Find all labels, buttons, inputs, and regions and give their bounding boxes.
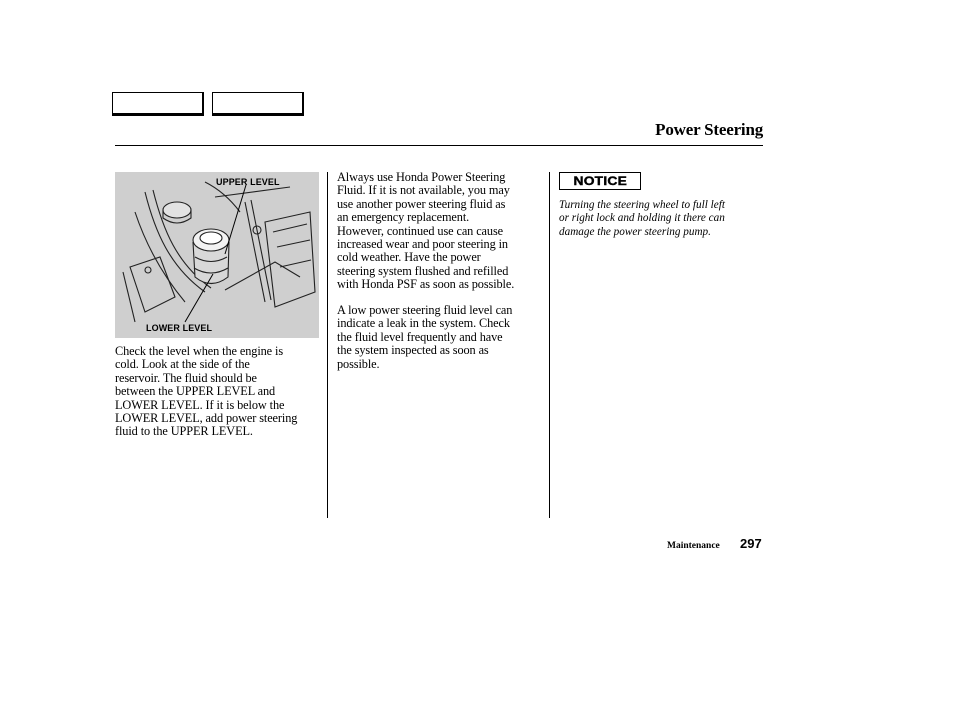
low-fluid-paragraph: A low power steering fluid level can indicate a leak in the system. Check the fluid level frequently and have the system inspected as soon as possible. — [337, 303, 513, 371]
upper-level-label: UPPER LEVEL — [216, 177, 280, 187]
check-level-paragraph: Check the level when the engine is cold. Look at the side of the reservoir. The fluid should be between the UPPER LEVEL and LOWER LEVEL. If it is below the LOWER LEVEL, add power steering fluid to the UPPER LEVEL. — [115, 344, 298, 439]
notice-badge — [559, 172, 641, 190]
nav-button-1[interactable] — [112, 92, 204, 116]
page-number: 297 — [740, 536, 762, 551]
honda-fluid-paragraph: Always use Honda Power Steering Fluid. If it is not available, you may use another power steering fluid as an emergency replacement. However, continued use can cause increased wear and poor steering in cold weather. Have the power steering system flushed and refilled with Honda PSF as soon as possible. — [337, 170, 515, 292]
notice-text: Turning the steering wheel to full left or right lock and holding it there can damage the power steering pump. — [559, 199, 725, 238]
reservoir-illustration — [115, 172, 319, 338]
title-rule — [115, 145, 763, 146]
notice-label: NOTICE — [573, 174, 627, 188]
column-divider-1 — [327, 172, 328, 518]
lower-level-label: LOWER LEVEL — [146, 323, 213, 333]
engine-bay-drawing — [115, 172, 319, 338]
page-title: Power Steering — [655, 120, 763, 139]
nav-button-2[interactable] — [212, 92, 304, 116]
footer-section-name: Maintenance — [667, 541, 720, 551]
column-divider-2 — [549, 172, 550, 518]
